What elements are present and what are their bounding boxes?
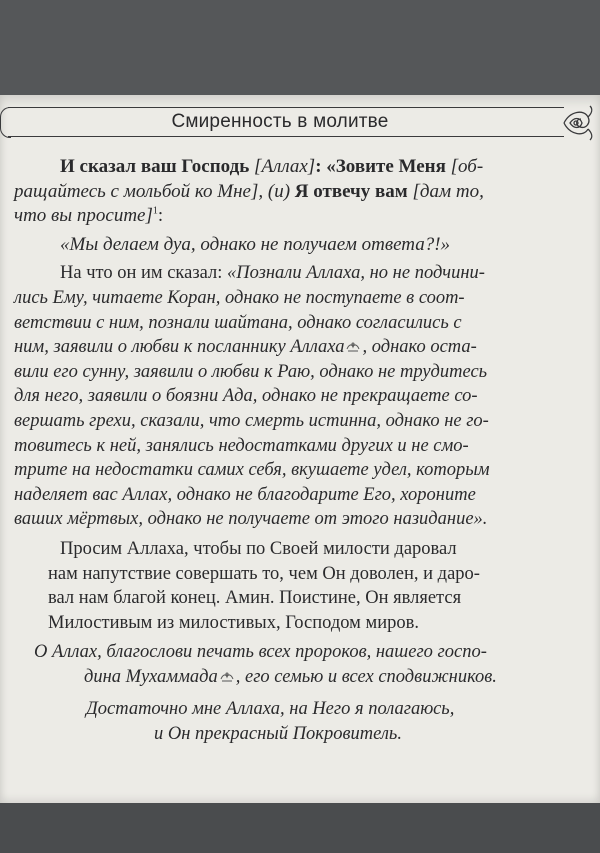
- blessing-line2: [14, 665, 582, 690]
- paragraph2-line3: ветствии с ним, познали шайтана, однако согласились с: [14, 312, 462, 333]
- page-title: Смиренность в молитве: [171, 111, 389, 132]
- paragraph3-line3: вал нам благой конец. Амин. Поистине, Он является: [48, 588, 462, 609]
- paragraph2-line4: [14, 335, 582, 360]
- closing-line1: Достаточно мне Аллаха, на Него я полагаюсь,: [86, 699, 455, 720]
- text-bold: : «Зовите Меня: [315, 156, 451, 177]
- text-italic: ращайтесь с мольбой ко Мне], (и): [14, 180, 295, 202]
- salawat-seal-icon: [346, 341, 360, 353]
- text-bold: И сказал ваш Господь: [60, 156, 255, 177]
- paragraph3-line2: нам напутствие совершать то, чем Он доволен, и даро-: [48, 563, 480, 584]
- text-italic: [об-: [450, 156, 484, 177]
- text-bold: Я отвечу вам: [294, 180, 413, 202]
- paragraph3-line1: Просим Аллаха, чтобы по Своей милости даровал: [60, 538, 457, 559]
- text-italic: что вы просите]: [14, 205, 153, 227]
- paragraph1-line3: [14, 204, 582, 229]
- text-plain: :: [157, 205, 164, 227]
- page-header: [0, 103, 600, 147]
- paragraph2-line11: ваших мёртвых, однако не получаете от этого назидание».: [14, 509, 488, 530]
- text-italic: [дам то,: [412, 180, 484, 202]
- blessing-line1: О Аллах, благослови печать всех пророков, нашего госпо-: [34, 642, 487, 663]
- footnote-marker[interactable]: 1: [152, 205, 158, 217]
- book-page: [0, 95, 600, 803]
- text-italic: «Познали Аллаха, но не подчини-: [227, 263, 485, 284]
- salawat-seal-icon: [220, 671, 234, 683]
- text-italic: [Аллах]: [254, 156, 316, 177]
- paragraph1-line2: [14, 180, 582, 205]
- page-body: [14, 155, 582, 747]
- paragraph1-line1: [14, 155, 582, 180]
- bottom-background: [0, 803, 600, 853]
- header-rule-bottom: [8, 136, 564, 137]
- closing-line2: и Он прекрасный Покровитель.: [154, 724, 402, 745]
- paragraph2-line1: [14, 261, 582, 286]
- text-italic: , однако оста-: [362, 337, 477, 358]
- paragraph2-line5: вили его сунну, заявили о любви к Раю, однако не трудитесь: [14, 361, 488, 382]
- paragraph2-line10: наделяет вас Аллах, однако не благодарите Его, хороните: [14, 484, 476, 505]
- paragraph2-line8: товитесь к ней, занялись недостатками других и не смо-: [14, 435, 469, 456]
- paragraph2-line2: лись Ему, читаете Коран, однако не поступаете в соот-: [14, 287, 465, 308]
- text-italic: , его семью и всех сподвижников.: [235, 666, 497, 687]
- paragraph2-line7: вершать грехи, сказали, что смерть истинна, однако не го-: [14, 410, 489, 431]
- text-italic: ним, заявили о любви к посланнику Аллаха: [14, 337, 345, 358]
- quote-line: «Мы делаем дуа, однако не получаем ответа?!»: [60, 233, 451, 255]
- paragraph2-line9: трите на недостатки самих себя, вкушаете удел, которым: [14, 460, 490, 481]
- text-italic: дина Мухаммада: [84, 666, 218, 687]
- text-plain: На что он им сказал:: [60, 263, 228, 284]
- floral-ornament-icon: [560, 103, 594, 143]
- paragraph2-line6: для него, заявили о боязни Ада, однако не прекращаете со-: [14, 386, 478, 407]
- paragraph3-line4: Милостивым из милостивых, Господом миров.: [48, 612, 419, 633]
